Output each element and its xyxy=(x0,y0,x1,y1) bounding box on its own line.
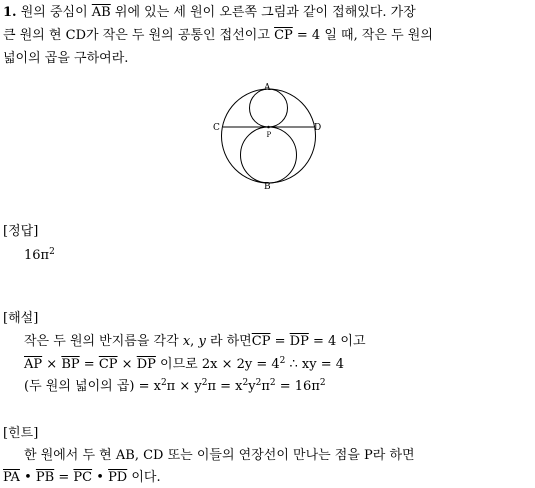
problem-text: = 4 일 때, 작은 두 원의 xyxy=(296,28,433,43)
segment-ab: $\overline{AB}$ xyxy=(91,5,111,20)
problem-number: 1. xyxy=(3,5,17,20)
label-a: A xyxy=(264,83,271,93)
small-circle-top xyxy=(250,89,288,127)
explanation-heading: [해설] xyxy=(3,311,39,326)
label-b: B xyxy=(264,182,271,192)
problem-text: 넓이의 곱을 구하여라. xyxy=(3,51,129,66)
explanation-line-3: (두 원의 넓이의 곱) = $x^2\pi \times y^2\pi = x^2y^2\pi^2 = 16\pi^2$ xyxy=(24,378,326,394)
answer-heading: [정답] xyxy=(3,224,39,239)
problem-text: 큰 원의 현 CD가 작은 두 원의 공통인 접선이고 xyxy=(3,28,270,43)
answer-value: $16\pi^2$ xyxy=(24,247,55,263)
label-d: D xyxy=(314,123,322,133)
problem-text: 원의 중심이 xyxy=(20,5,88,20)
label-p: P xyxy=(266,131,272,139)
hint-heading: [힌트] xyxy=(3,426,39,441)
explanation-line-1: 작은 두 원의 반지름을 각각 x, y 라 하면$\overline{CP} = \overline{DP} = 4$ 이고 xyxy=(24,334,366,349)
hint-line-1: 한 원에서 두 현 AB, CD 또는 이들의 연장선이 만나는 점을 P라 하면 xyxy=(24,448,415,463)
segment-cp: $\overline{CP}$ xyxy=(274,28,293,43)
problem-text: 위에 있는 세 원이 오른쪽 그림과 같이 접해있다. 가장 xyxy=(114,5,416,20)
label-c: C xyxy=(213,123,220,133)
hint-line-2: $\overline{PA}$ • $\overline{PB} = \overline{PC}$ • $\overline{PD}$ 이다. xyxy=(3,470,161,485)
explanation-line-2: $\overline{AP} \times \overline{BP} = \overline{CP} \times \overline{DP}$ 이므로 $2x \times 2y = 4^2$ ∴ xy = 4 xyxy=(24,356,345,372)
point-p xyxy=(267,126,270,129)
